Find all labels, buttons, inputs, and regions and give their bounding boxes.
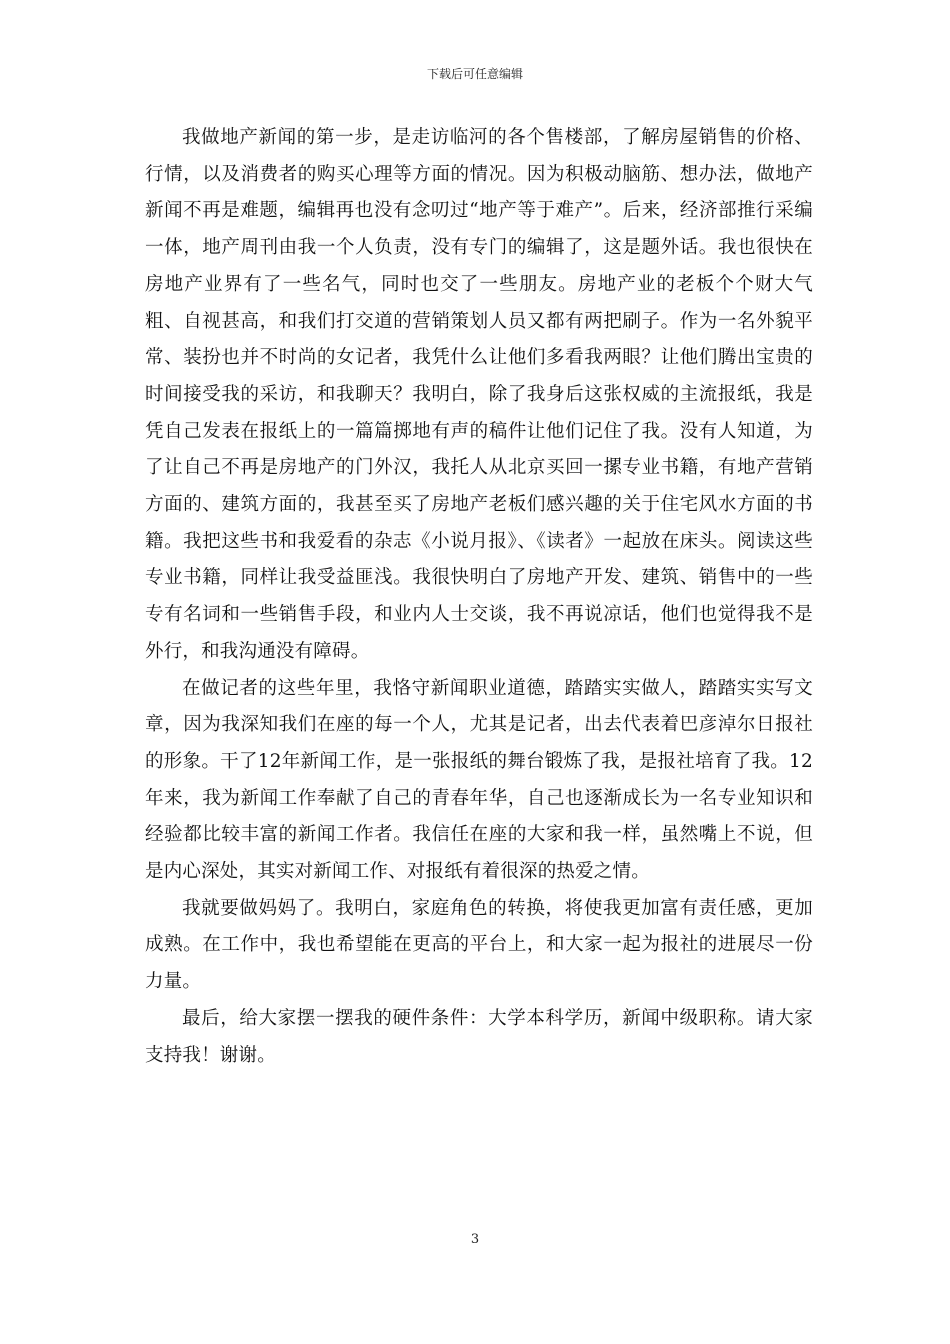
paragraph-2: 在做记者的这些年里，我恪守新闻职业道德，踏踏实实做人，踏踏实实写文章，因为我深知我们在座的每一个人，尤其是记者，出去代表着巴彦淖尔日报社的形象。干了12年新闻工作，是一张报纸的舞台锻炼了我，是报社培育了我。12年来，我为新闻工作奉献了自己的青春年华，自己也逐渐成长为一名专业知识和经验都比较丰富的新闻工作者。我信任在座的大家和我一样，虽然嘴上不说，但是内心深处，其实对新闻工作、对报纸有着很深的热爱之情。 [145,677,813,883]
paragraph-1: 我做地产新闻的第一步，是走访临河的各个售楼部，了解房屋销售的价格、行情，以及消费者的购买心理等方面的情况。因为积极动脑筋、想办法，做地产新闻不再是难题，编辑再也没有念叨过“地产等于难产”。后来，经济部推行采编一体，地产周刊由我一个人负责，没有专门的编辑了，这是题外话。我也很快在房地产业界有了一些名气，同时也交了一些朋友。房地产业的老板个个财大气粗、自视甚高，和我们打交道的营销策划人员又都有两把刷子。作为一名外貌平常、装扮也并不时尚的女记者，我凭什么让他们多看我两眼？让他们腾出宝贵的时间接受我的采访，和我聊天？我明白，除了我身后这张权威的主流报纸，我是凭自己发表在报纸上的一篇篇掷地有声的稿件让他们记住了我。没有人知道，为了让自己不再是房地产的门外汉，我托人从北京买回一摞专业书籍，有地产营销方面的、建筑方面的，我甚至买了房地产老板们感兴趣的关于住宅风水方面的书籍。我把这些书和我爱看的杂志《小说月报》、《读者》一起放在床头。阅读这些专业书籍，同样让我受益匪浅。我很快明白了房地产开发、建筑、销售中的一些专有名词和一些销售手段，和业内人士交谈，我不再说凉话，他们也觉得我不是外行，和我沟通没有障碍。 [145,127,813,662]
paragraph-3: 我就要做妈妈了。我明白，家庭角色的转换，将使我更加富有责任感，更加成熟。在工作中，我也希望能在更高的平台上，和大家一起为报社的进展尽一份力量。 [145,897,813,993]
paragraph-4: 最后，给大家摆一摆我的硬件条件：大学本科学历，新闻中级职称。请大家支持我！谢谢。 [145,1007,813,1066]
page-header: 下载后可任意编辑 [426,67,523,81]
page-number: 3 [470,1232,480,1247]
document-body [145,120,813,1074]
